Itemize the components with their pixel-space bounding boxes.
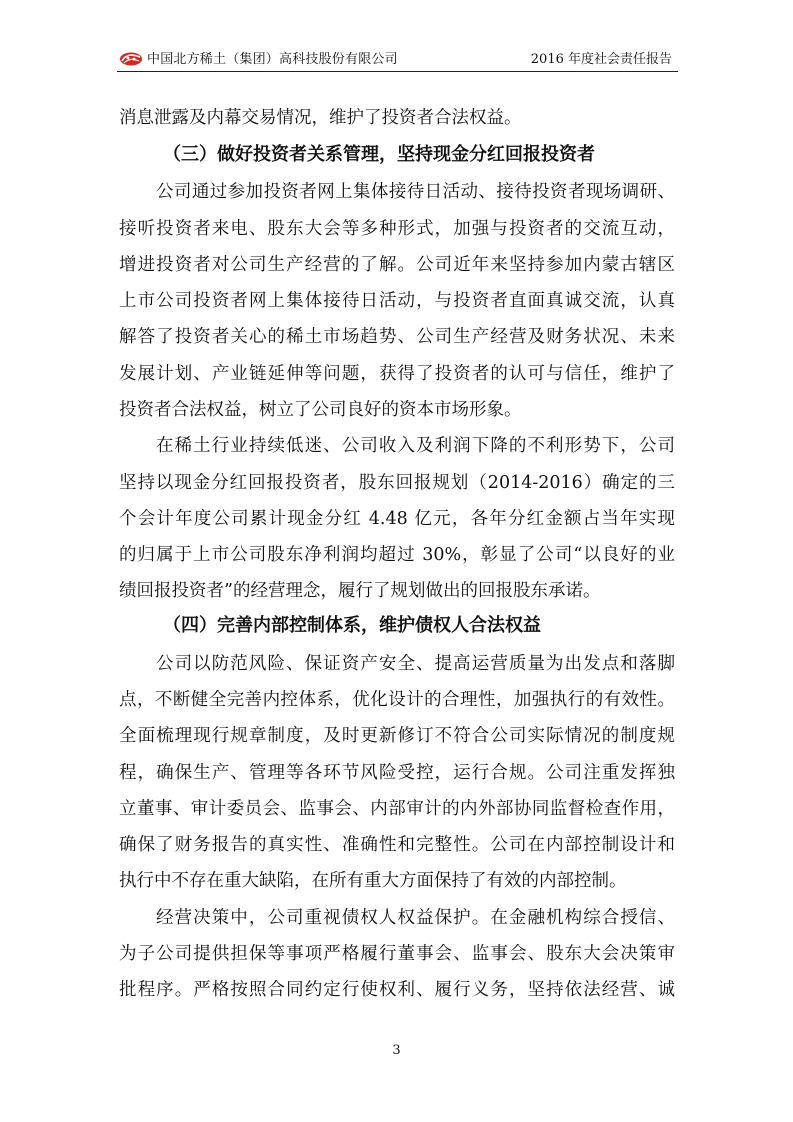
paragraph-line: 在稀土行业持续低迷、公司收入及利润下降的不利形势下，公司 <box>156 436 675 456</box>
paragraph-line: 消息泄露及内幕交易情况，维护了投资者合法权益。 <box>119 108 522 128</box>
paragraph-line: 的归属于上市公司股东净利润均超过 30%，彰显了公司“以良好的业 <box>119 545 675 565</box>
paragraph-line: 公司以防范风险、保证资产安全、提高运营质量为出发点和落脚 <box>156 654 675 674</box>
paragraph-line: 坚持以现金分红回报投资者，股东回报规划（2014-2016）确定的三 <box>119 473 675 493</box>
paragraph-line: 确保了财务报告的真实性、准确性和完整性。公司在内部控制设计和 <box>119 835 675 855</box>
paragraph-line: 上市公司投资者网上集体接待日活动，与投资者直面真诚交流，认真 <box>119 291 675 311</box>
paragraph-line: 发展计划、产业链延伸等问题，获得了投资者的认可与信任，维护了 <box>119 364 675 384</box>
paragraph-line: 程，确保生产、管理等各环节风险受控，运行合规。公司注重发挥独 <box>119 763 675 783</box>
page-number: 3 <box>392 1043 401 1058</box>
paragraph-line: 批程序。严格按照合同约定行使权利、履行义务，坚持依法经营、诚 <box>119 980 675 1000</box>
paragraph-line: 增进投资者对公司生产经营的了解。公司近年来坚持参加内蒙古辖区 <box>119 255 675 275</box>
paragraph-line: 全面梳理现行规章制度，及时更新修订不符合公司实际情况的制度规 <box>119 726 675 746</box>
paragraph-line: 个会计年度公司累计现金分红 4.48 亿元，各年分红金额占当年实现 <box>119 509 675 529</box>
paragraph-line: 接听投资者来电、股东大会等多种形式，加强与投资者的交流互动， <box>119 219 675 239</box>
paragraph-line: 投资者合法权益，树立了公司良好的资本市场形象。 <box>119 400 522 420</box>
paragraph-line: 执行中不存在重大缺陷，在所有重大方面保持了有效的内部控制。 <box>119 871 627 891</box>
section-heading-3: （三）做好投资者关系管理，坚持现金分红回报投资者 <box>163 144 595 165</box>
paragraph-line: 为子公司提供担保等事项严格履行董事会、监事会、股东大会决策审 <box>119 944 675 964</box>
report-title: 2016 年度社会责任报告 <box>530 52 672 67</box>
section-heading-4: （四）完善内部控制体系，维护债权人合法权益 <box>163 615 541 636</box>
paragraph-line: 点，不断健全完善内控体系，优化设计的合理性，加强执行的有效性。 <box>119 690 675 710</box>
header-divider <box>117 71 678 72</box>
paragraph-line: 经营决策中，公司重视债权人权益保护。在金融机构综合授信、 <box>156 908 675 928</box>
paragraph-line: 公司通过参加投资者网上集体接待日活动、接待投资者现场调研、 <box>156 182 675 202</box>
paragraph-line: 绩回报投资者”的经营理念，履行了规划做出的回报股东承诺。 <box>119 581 601 601</box>
paragraph-line: 解答了投资者关心的稀土市场趋势、公司生产经营及财务状况、未来 <box>119 327 675 347</box>
paragraph-line: 立董事、审计委员会、监事会、内部审计的内外部协同监督检查作用， <box>119 799 675 819</box>
company-name: 中国北方稀土（集团）高科技股份有限公司 <box>147 52 398 67</box>
page-header <box>117 49 678 75</box>
rare-earth-logo-icon <box>119 51 143 67</box>
